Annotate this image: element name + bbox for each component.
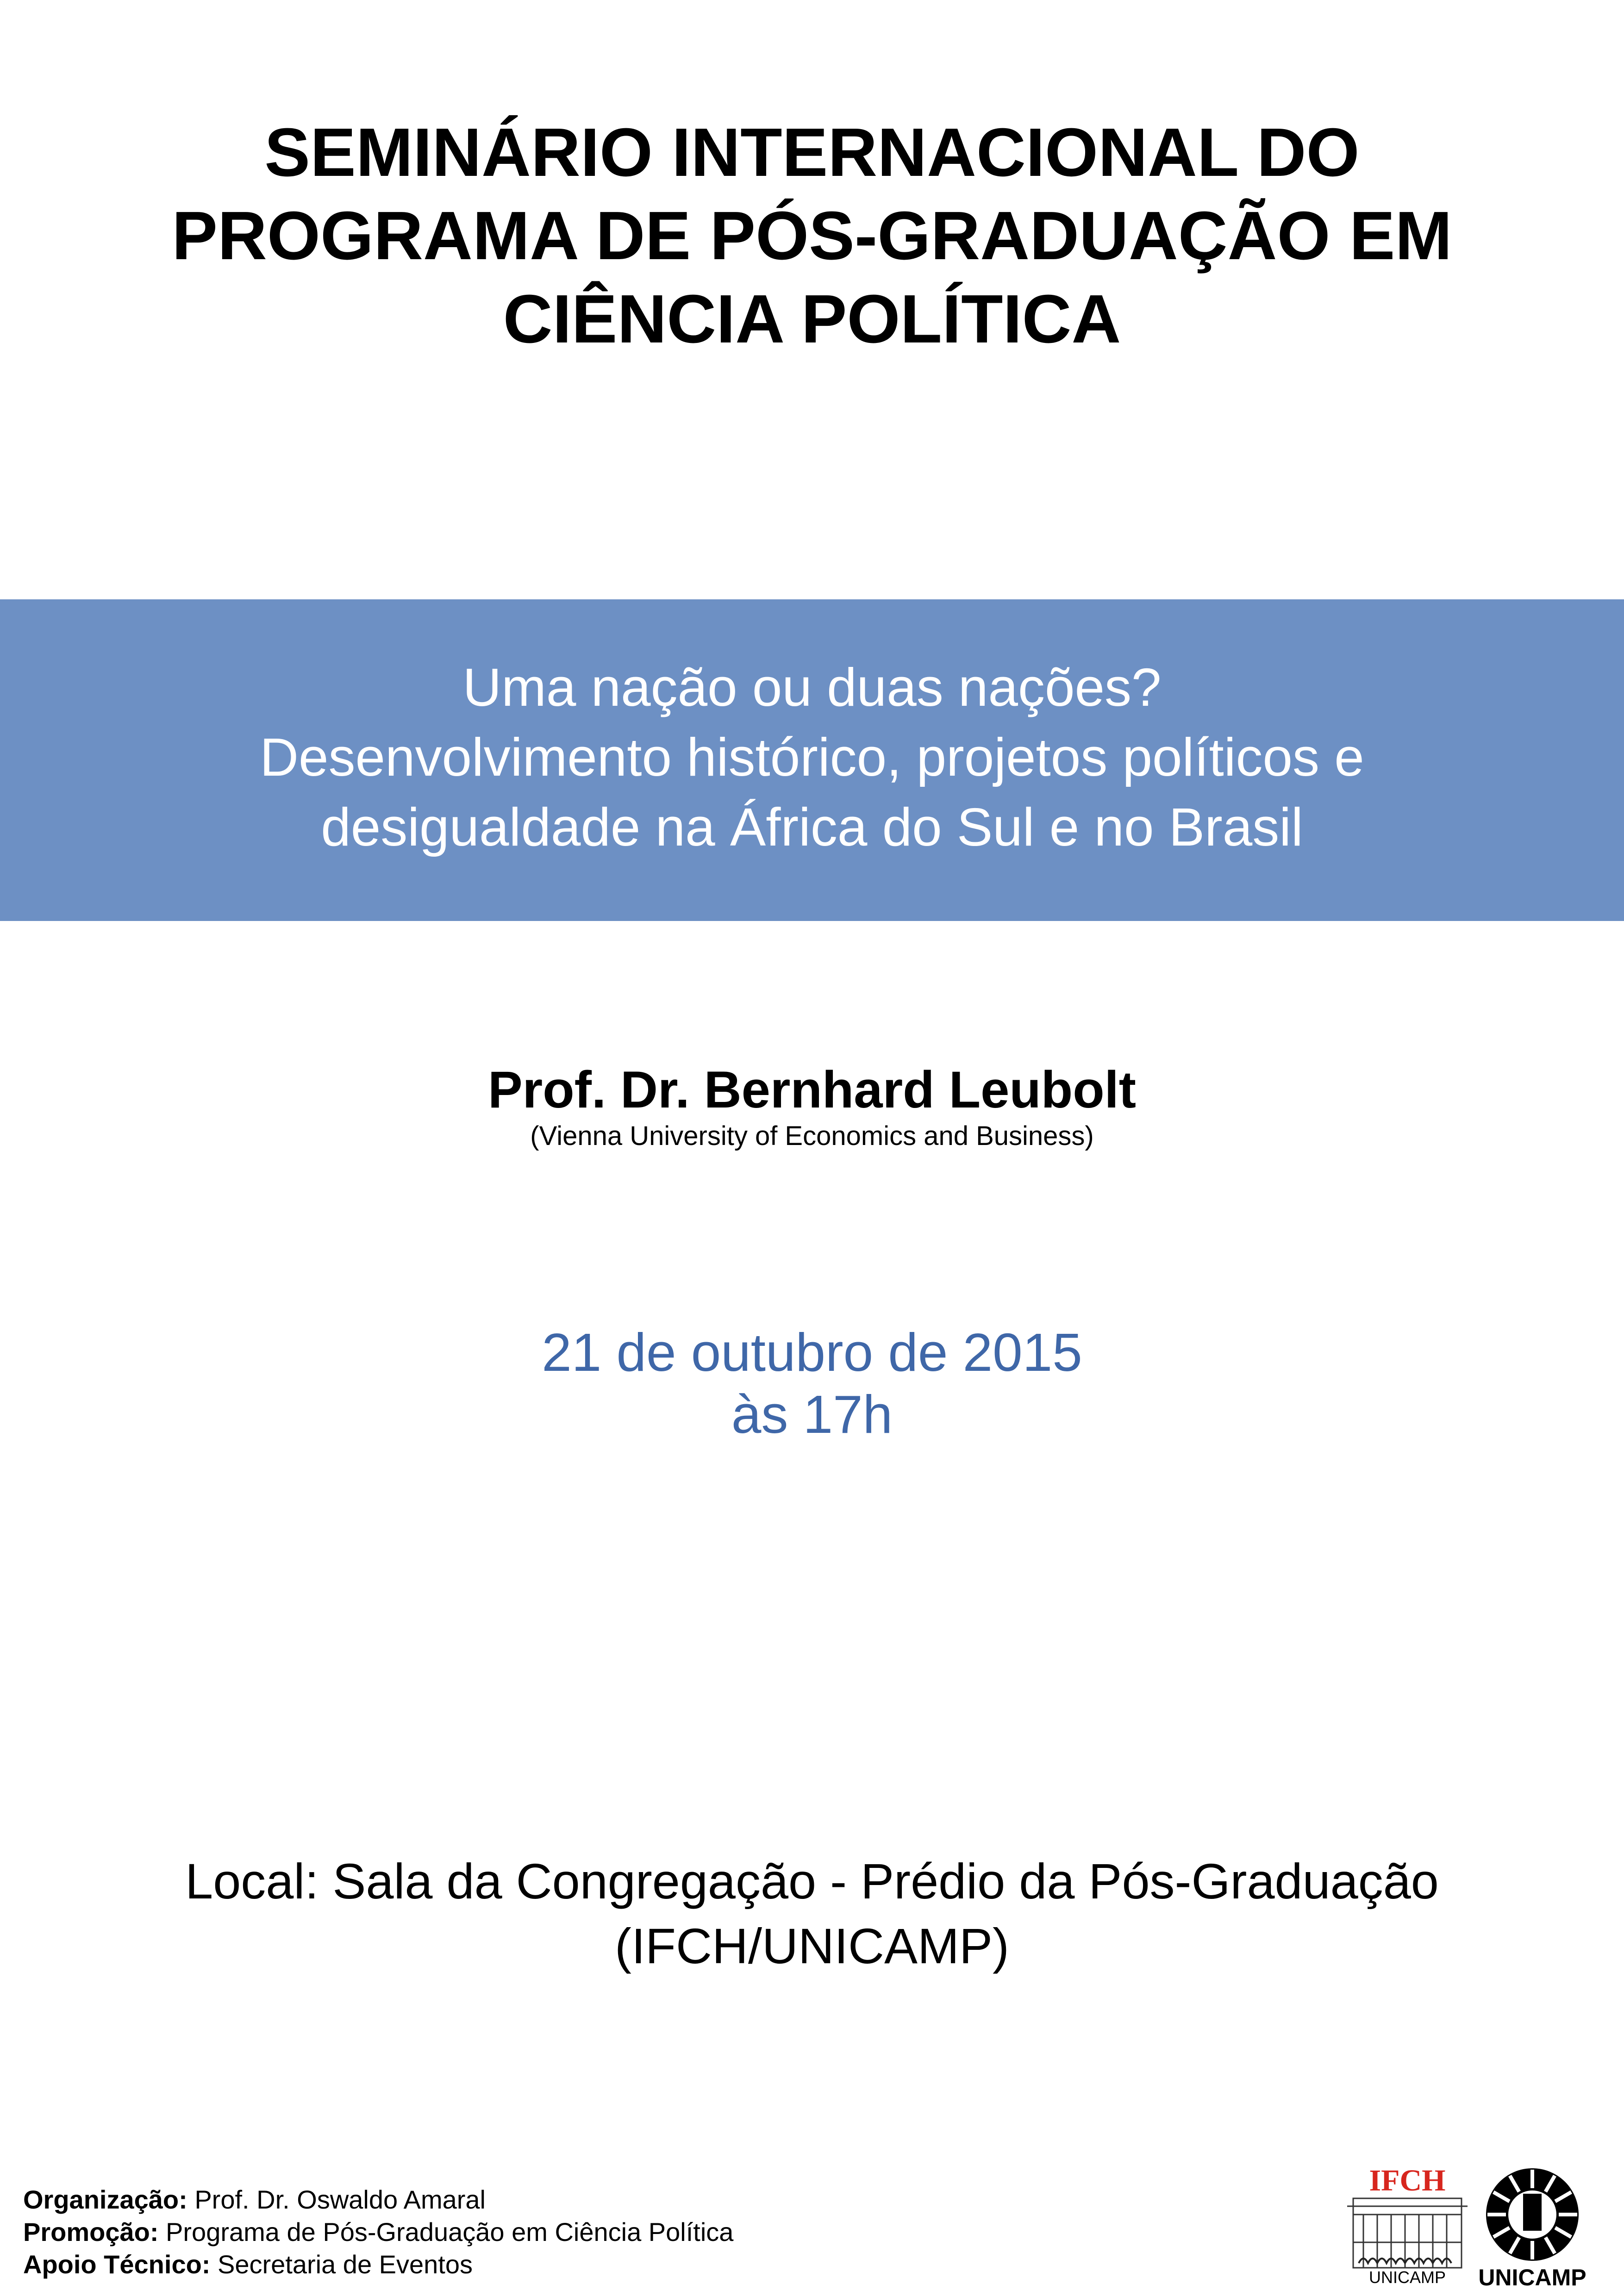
title-line-1: SEMINÁRIO INTERNACIONAL DO <box>264 114 1360 191</box>
event-location <box>0 1849 1624 1979</box>
speaker-affiliation: (Vienna University of Economics and Business) <box>530 1121 1094 1151</box>
talk-title-line-1: Uma nação ou duas nações? <box>462 657 1162 717</box>
ifch-logo <box>1345 2164 1470 2289</box>
unicamp-logo <box>1470 2166 1595 2291</box>
event-schedule <box>0 1321 1624 1445</box>
seminar-title <box>0 111 1624 361</box>
event-date: 21 de outubro de 2015 <box>542 1322 1082 1382</box>
title-line-2: PROGRAMA DE PÓS-GRADUAÇÃO EM <box>172 198 1452 274</box>
title-line-3: CIÊNCIA POLÍTICA <box>503 281 1121 357</box>
unicamp-emblem <box>1486 2168 1579 2261</box>
talk-title <box>0 653 1624 862</box>
talk-title-line-2: Desenvolvimento histórico, projetos políticos e <box>260 727 1364 787</box>
credit-organizacao-value: Prof. Dr. Oswaldo Amaral <box>187 2185 486 2214</box>
location-line-1: Local: Sala da Congregação - Prédio da Pós-Graduação <box>185 1853 1439 1909</box>
talk-title-line-3: desigualdade na África do Sul e no Brasil <box>321 797 1303 857</box>
event-time: às 17h <box>731 1384 893 1444</box>
credit-apoio-value: Secretaria de Eventos <box>210 2250 473 2279</box>
speaker-name: Prof. Dr. Bernhard Leubolt <box>487 1061 1137 1119</box>
credit-promocao-label: Promoção: <box>23 2217 159 2246</box>
credit-apoio-label: Apoio Técnico: <box>23 2250 211 2279</box>
unicamp-logo-text: UNICAMP <box>1478 2265 1587 2290</box>
credit-promocao <box>23 2216 733 2248</box>
credits <box>23 2184 733 2281</box>
credit-apoio <box>23 2248 733 2281</box>
ifch-building-drawing <box>1347 2198 1468 2268</box>
credit-organizacao-label: Organização: <box>23 2185 187 2214</box>
credit-organizacao <box>23 2184 733 2216</box>
ifch-logo-subtitle: UNICAMP <box>1368 2268 1446 2287</box>
credit-promocao-value: Programa de Pós-Graduação em Ciência Política <box>158 2217 734 2246</box>
ifch-logo-title: IFCH <box>1369 2164 1446 2197</box>
location-line-2: (IFCH/UNICAMP) <box>615 1918 1009 1974</box>
